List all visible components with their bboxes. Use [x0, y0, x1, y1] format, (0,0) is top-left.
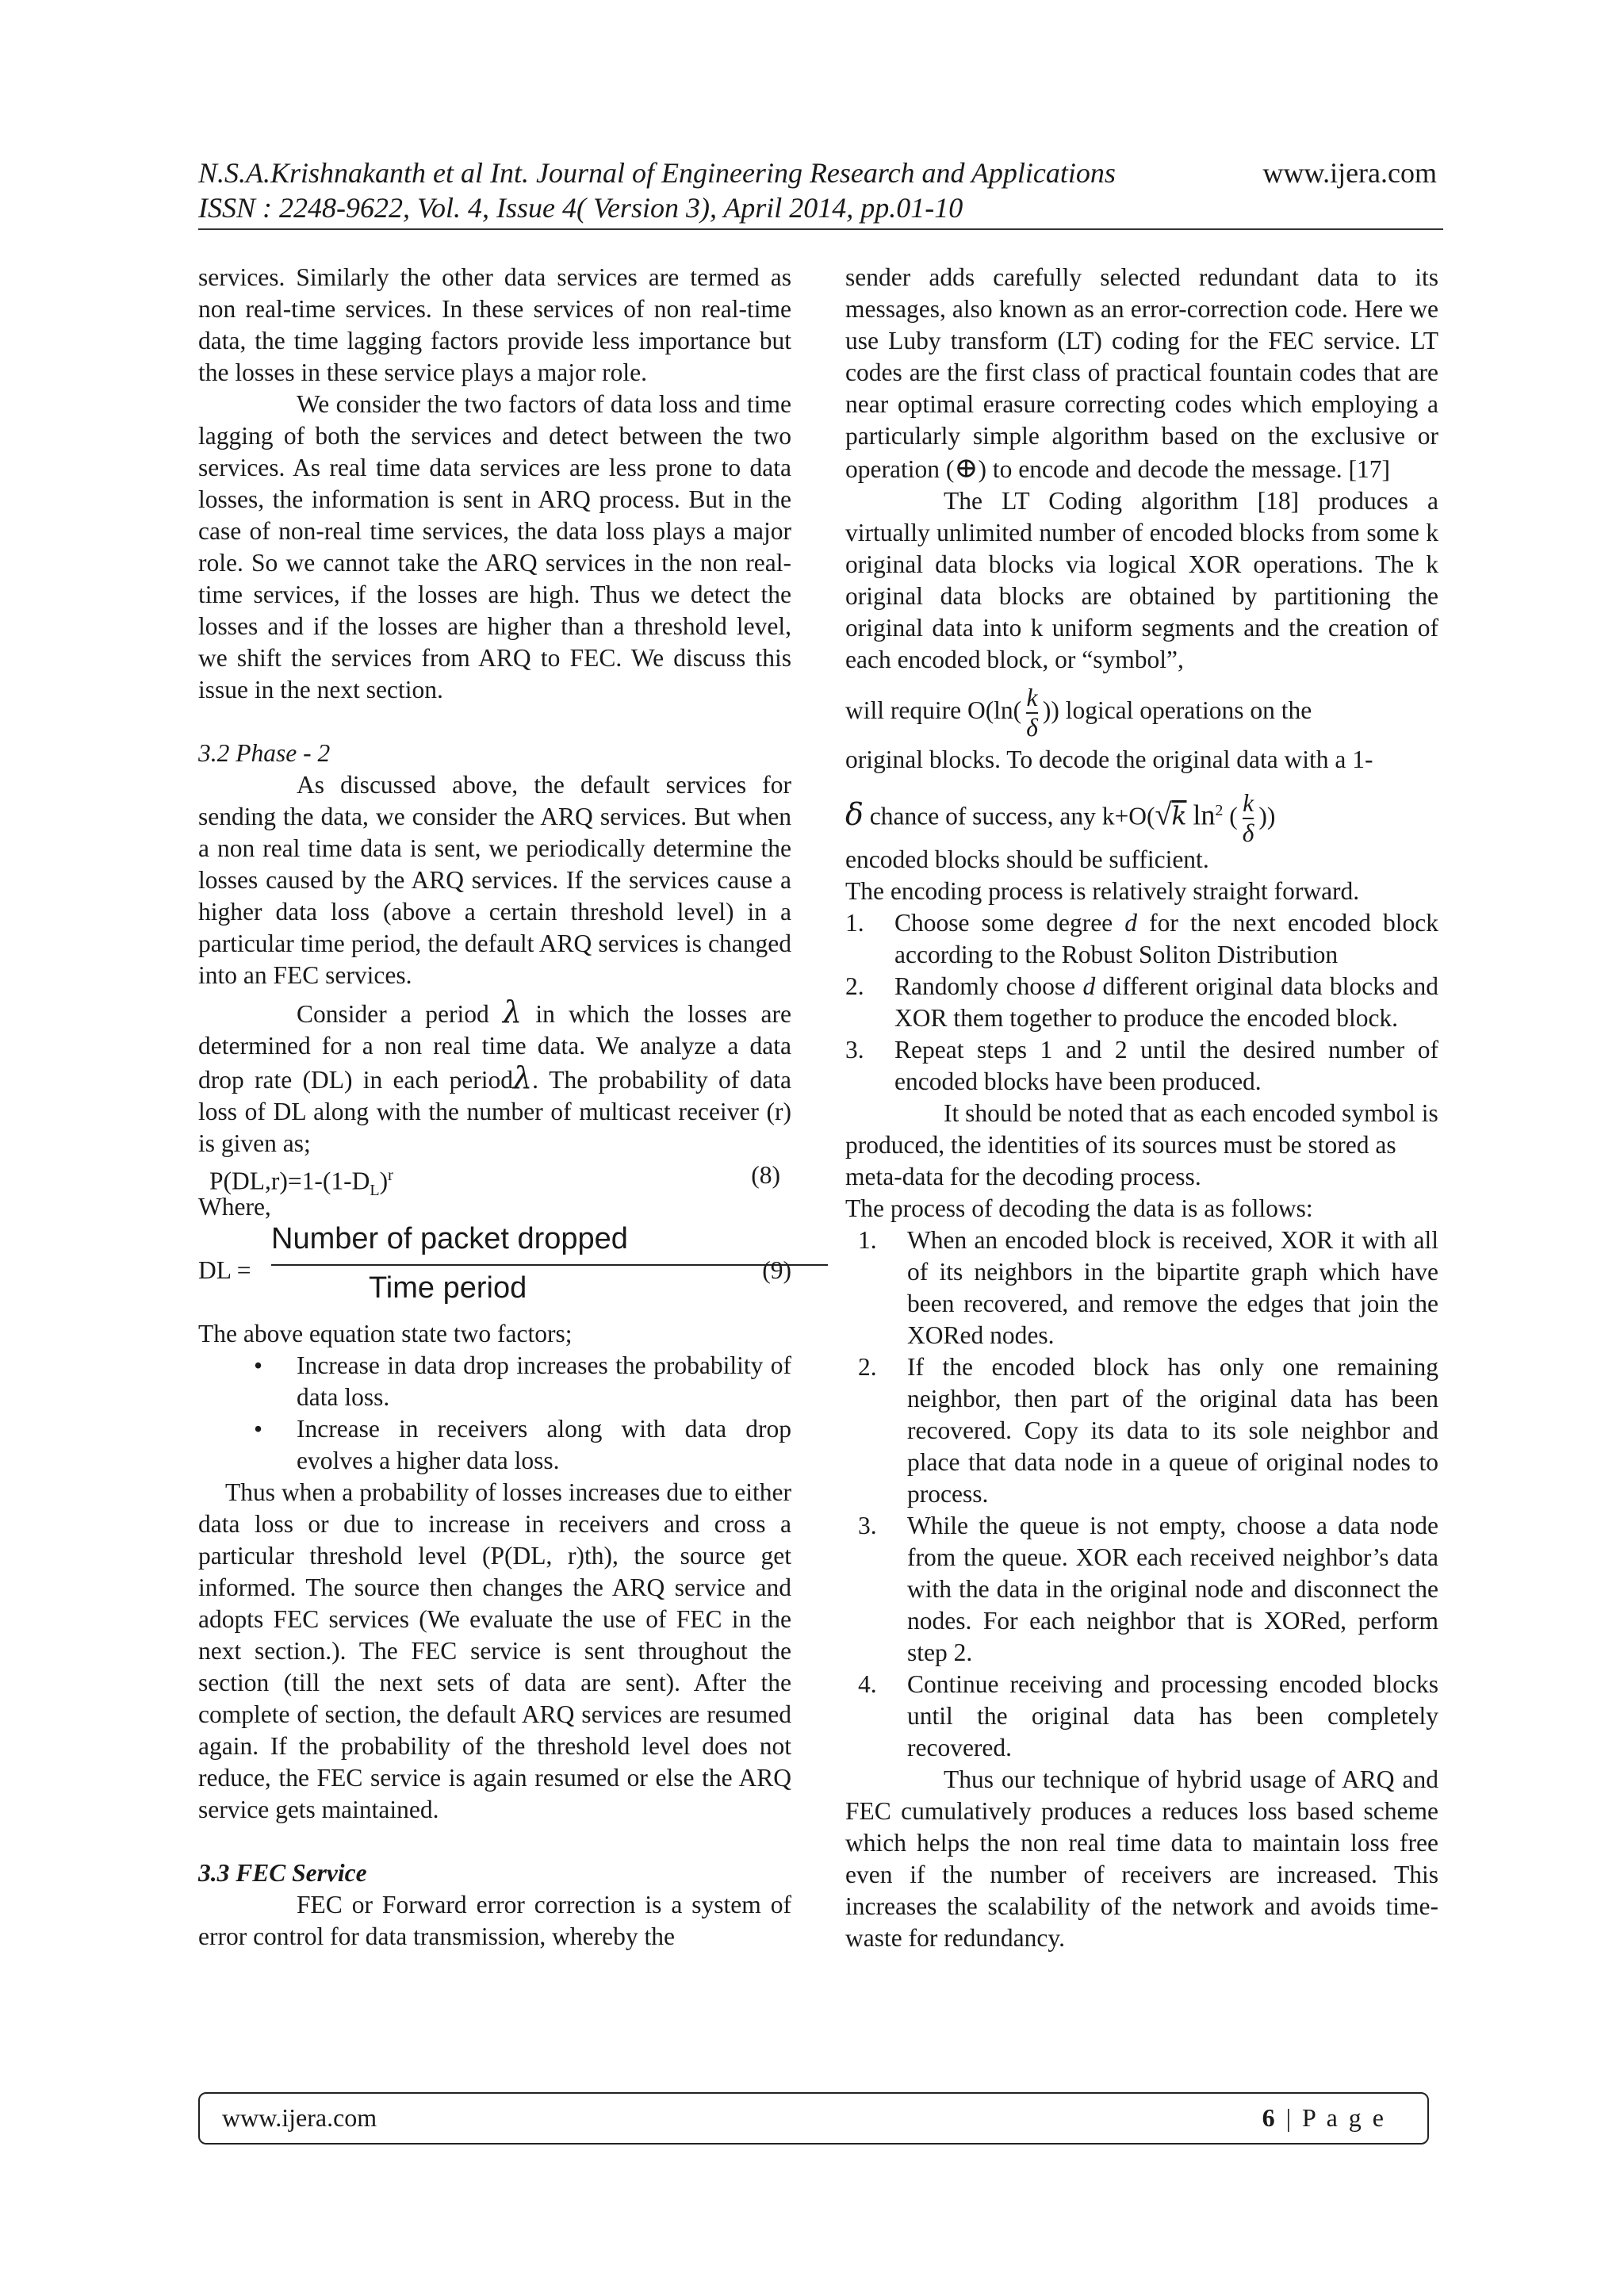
equation-number: (9)	[762, 1256, 791, 1284]
decoding-steps-list	[845, 1225, 1438, 1764]
paragraph: encoded blocks should be sufficient.	[845, 845, 1209, 873]
right-column	[845, 262, 1438, 1954]
list-item: 4. Continue receiving and processing encoded blocks until the original data has been completely recovered.	[858, 1670, 1438, 1761]
paragraph: It should be noted that as each encoded symbol is produced, the identities of its sources must be stored as meta-data for the decoding process.	[845, 1099, 1438, 1190]
where-label: Where,	[198, 1193, 271, 1221]
list-item: • Increase in data drop increases the probability of data loss.	[254, 1351, 791, 1411]
paragraph: will require O(ln( $\frac{k}{\delta}$ )) logical operations on the	[845, 683, 1312, 742]
bullet-icon: •	[254, 1351, 263, 1379]
fraction-k-over-delta: $\frac{k}{\delta}$	[1242, 789, 1254, 848]
paragraph: services. Similarly the other data services are termed as non real-time services. In these services of non real-time data, the time lagging factors provide less importance but the losses in these service plays a major role.	[198, 263, 791, 386]
fraction-denominator: Time period	[369, 1271, 527, 1305]
paragraph: The process of decoding the data is as follows:	[845, 1194, 1313, 1222]
bullet-list	[198, 1350, 791, 1477]
left-column	[198, 262, 791, 1953]
list-item: 2. Randomly choose d different original data blocks and XOR them together to produce the encoded block.	[845, 972, 1439, 1032]
xor-icon: ⊕	[954, 452, 979, 484]
section-heading-3-3: 3.3 FEC Service	[198, 1859, 367, 1887]
paragraph: The LT Coding algorithm [18] produces a virtually unlimited number of encoded blocks from some k original data blocks via logical XOR operations. The k original data blocks are obtained by partitioning the original data into k uniform segments and the creation of each encoded block, or “symbol”,	[845, 487, 1438, 673]
fraction-bar	[271, 1264, 828, 1266]
paragraph: Consider a period λ in which the losses are determined for a non real time data. We analyze a data drop rate (DL) in each periodλ. The probability of data loss of DL along with the number of multicast receiver (r) is given as;	[198, 995, 792, 1157]
paragraph: Thus our technique of hybrid usage of ARQ and FEC cumulatively produces a reduces loss based scheme which helps the non real time data to maintain loss free even if the number of receivers are increased. This increases the scalability of the network and avoids time-waste for redundancy.	[845, 1765, 1438, 1952]
paragraph: δ chance of success, any k+O(√k $\ln^2$ ( $\frac{k}{\delta}$ ))	[845, 789, 1276, 848]
list-item: 1. Choose some degree d for the next encoded block according to the Robust Soliton Distribution	[845, 909, 1438, 968]
bullet-icon: •	[254, 1415, 263, 1443]
fraction-numerator: Number of packet dropped	[271, 1222, 628, 1255]
paragraph: The encoding process is relatively straight forward.	[845, 877, 1360, 905]
list-item: • Increase in receivers along with data drop evolves a higher data loss.	[254, 1415, 791, 1474]
delta-symbol: δ	[845, 796, 864, 832]
list-item: 3. Repeat steps 1 and 2 until the desired number of encoded blocks have been produced.	[845, 1036, 1438, 1095]
footer-website: www.ijera.com	[222, 2103, 377, 2132]
paragraph: We consider the two factors of data loss and time lagging of both the services and detect between the two services. As real time data services are less prone to data losses, the information is sent in ARQ process. But in the case of non-real time services, the data loss plays a major role. So we cannot take the ARQ services in the non real-time services, if the losses are high. Thus we detect the losses and if the losses are higher than a threshold level, we shift the services from ARQ to FEC. We discuss this issue in the next section.	[198, 390, 791, 703]
page-header	[198, 155, 1443, 230]
lambda-symbol: λ	[502, 995, 523, 1029]
header-journal-line: N.S.A.Krishnakanth et al Int. Journal of Engineering Research and Applications	[198, 157, 1116, 189]
header-issn-line: ISSN : 2248-9622, Vol. 4, Issue 4( Version 3), April 2014, pp.01-10	[198, 192, 963, 224]
section-heading-3-2: 3.2 Phase - 2	[198, 739, 331, 767]
paragraph: original blocks. To decode the original data with a 1-	[845, 746, 1373, 773]
page-number: 6 | P a g e	[1262, 2103, 1386, 2132]
lambda-symbol: λ	[513, 1060, 533, 1095]
list-item: 1. When an encoded block is received, XOR it with all of its neighbors in the bipartite graph which have been recovered, and remove the edges that join the XORed nodes.	[858, 1226, 1438, 1349]
paragraph: The above equation state two factors;	[198, 1320, 573, 1347]
encoding-steps-list	[845, 907, 1438, 1098]
paragraph: sender adds carefully selected redundant data to its messages, also known as an error-correction code. Here we use Luby transform (LT) coding for the FEC service. LT codes are the first class of practical fountain codes that are near optimal erasure correcting codes which employing a particularly simple algorithm based on the exclusive or operation (⊕) to encode and decode the message. [17]	[845, 263, 1438, 484]
equation-number: (8)	[751, 1161, 780, 1189]
equation-9: DL = Number of packet dropped Time period (9)	[198, 1223, 791, 1318]
paragraph: FEC or Forward error correction is a system of error control for data transmission, whereby the	[198, 1891, 791, 1950]
paragraph: Thus when a probability of losses increases due to either data loss or due to increase in receivers and cross a particular threshold level (P(DL, r)th), the source get informed. The source then changes the ARQ service and adopts FEC services (We evaluate the use of FEC in the next section.). The FEC service is sent throughout the section (till the next sets of data are sent). After the complete of section, the default ARQ services are resumed again. If the probability of the threshold level does not reduce, the FEC service is again resumed or else the ARQ service gets maintained.	[198, 1478, 791, 1823]
header-website: www.ijera.com	[1262, 157, 1437, 189]
page-footer	[198, 2092, 1429, 2145]
sqrt-icon: √	[1155, 798, 1172, 832]
paragraph: As discussed above, the default services for sending the data, we consider the ARQ services. But when a non real time data is sent, we periodically determine the losses caused by the ARQ services. If the services cause a higher data loss (above a certain threshold level) in a particular time period, the default ARQ services is changed into an FEC services.	[198, 771, 791, 989]
fraction-k-over-delta: $\frac{k}{\delta}$	[1026, 683, 1038, 742]
equation-8: $P(DL,r)=1-(1-D_L)^r$ (8)	[209, 1161, 780, 1199]
list-item: 2. If the encoded block has only one remaining neighbor, then part of the original data has been recovered. Copy its data to its sole neighbor and place that data node in a queue of original nodes to process.	[858, 1353, 1438, 1508]
list-item: 3. While the queue is not empty, choose a data node from the queue. XOR each received neighbor’s data with the data in the original node and disconnect the nodes. For each neighbor that is XORed, perform step 2.	[858, 1512, 1438, 1666]
